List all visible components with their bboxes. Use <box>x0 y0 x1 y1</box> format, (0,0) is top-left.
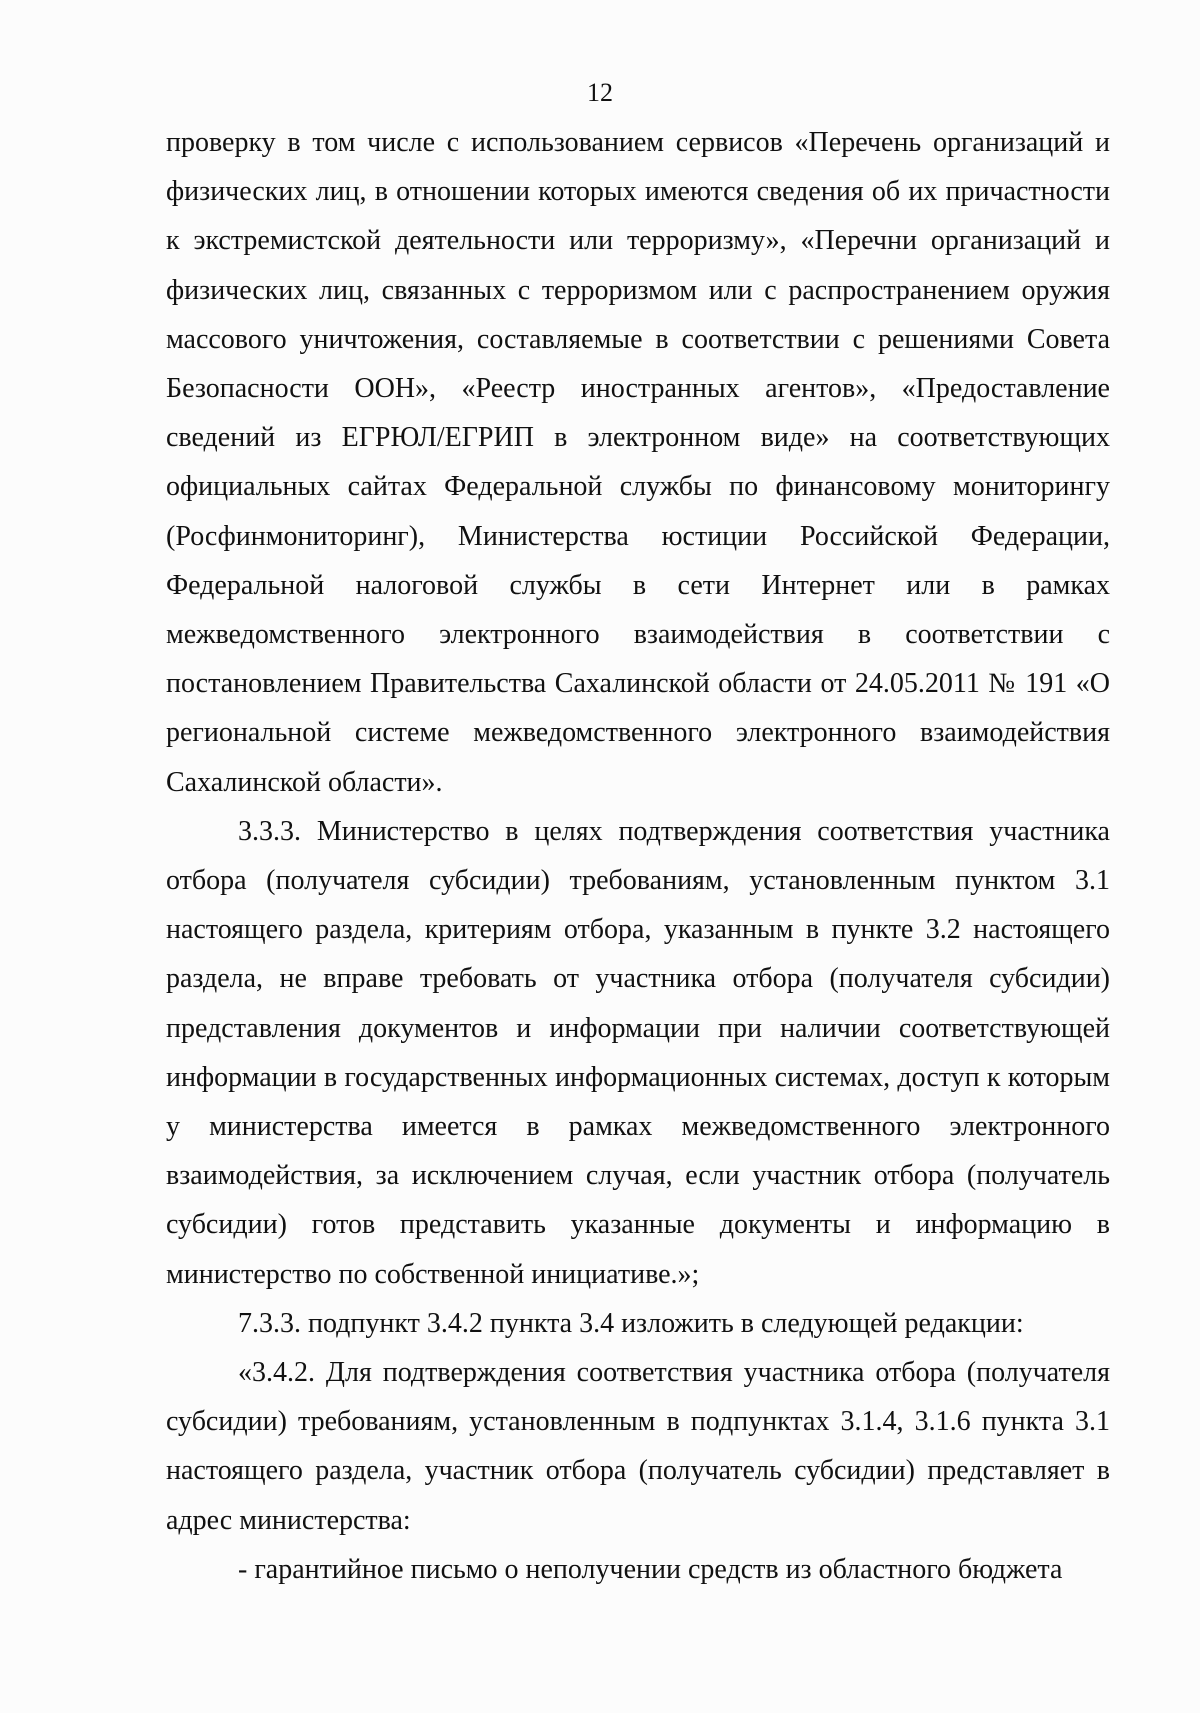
paragraph-3-4-2: «3.4.2. Для подтверждения соответствия участника отбора (получателя субсидии) требованиям, установленным в подпунктах 3.1.4, 3.1.6 пункта 3.1 настоящего раздела, участник отбора (получатель субсидии) представляет в адрес министерства: <box>166 1357 1110 1536</box>
paragraph-verification-services: проверку в том числе с использованием сервисов «Перечень организаций и физических лиц, в отношении которых имеются сведения об их причастности к экстремистской деятельности или терроризму», «Перечни организаций и физических лиц, связанных с терроризмом или с распространением оружия массового уничтожения, составляемые в соответствии с решениями Совета Безопасности ООН», «Реестр иностранных агентов», «Предоставление сведений из ЕГРЮЛ/ЕГРИП в электронном виде» на соответствующих официальных сайтах Федеральной службы по финансовому мониторингу (Росфинмониторинг), Министерства юстиции Российской Федерации, Федеральной налоговой службы в сети Интернет или в рамках межведомственного электронного взаимодействия в соответствии с постановлением Правительства Сахалинской области от 24.05.2011 № 191 «О региональной системе межведомственного электронного взаимодействия Сахалинской области». <box>166 127 1110 798</box>
paragraph-guarantee-letter: - гарантийное письмо о неполучении средств из областного бюджета <box>238 1553 1063 1585</box>
page-number: 12 <box>587 78 613 107</box>
paragraph-3-3-3: 3.3.3. Министерство в целях подтверждения соответствия участника отбора (получателя субсидии) требованиям, установленным пунктом 3.1 настоящего раздела, критериям отбора, указанным в пункте 3.2 настоящего раздела, не вправе требовать от участника отбора (получателя субсидии) представления документов и информации при наличии соответствующей информации в государственных информационных системах, доступ к которым у министерства имеется в рамках межведомственного электронного взаимодействия, за исключением случая, если участник отбора (получатель субсидии) готов представить указанные документы и информацию в министерство по собственной инициативе.»; <box>166 815 1110 1290</box>
document-body <box>166 118 1110 1594</box>
paragraph-7-3-3: 7.3.3. подпункт 3.4.2 пункта 3.4 изложить в следующей редакции: <box>238 1307 1024 1339</box>
